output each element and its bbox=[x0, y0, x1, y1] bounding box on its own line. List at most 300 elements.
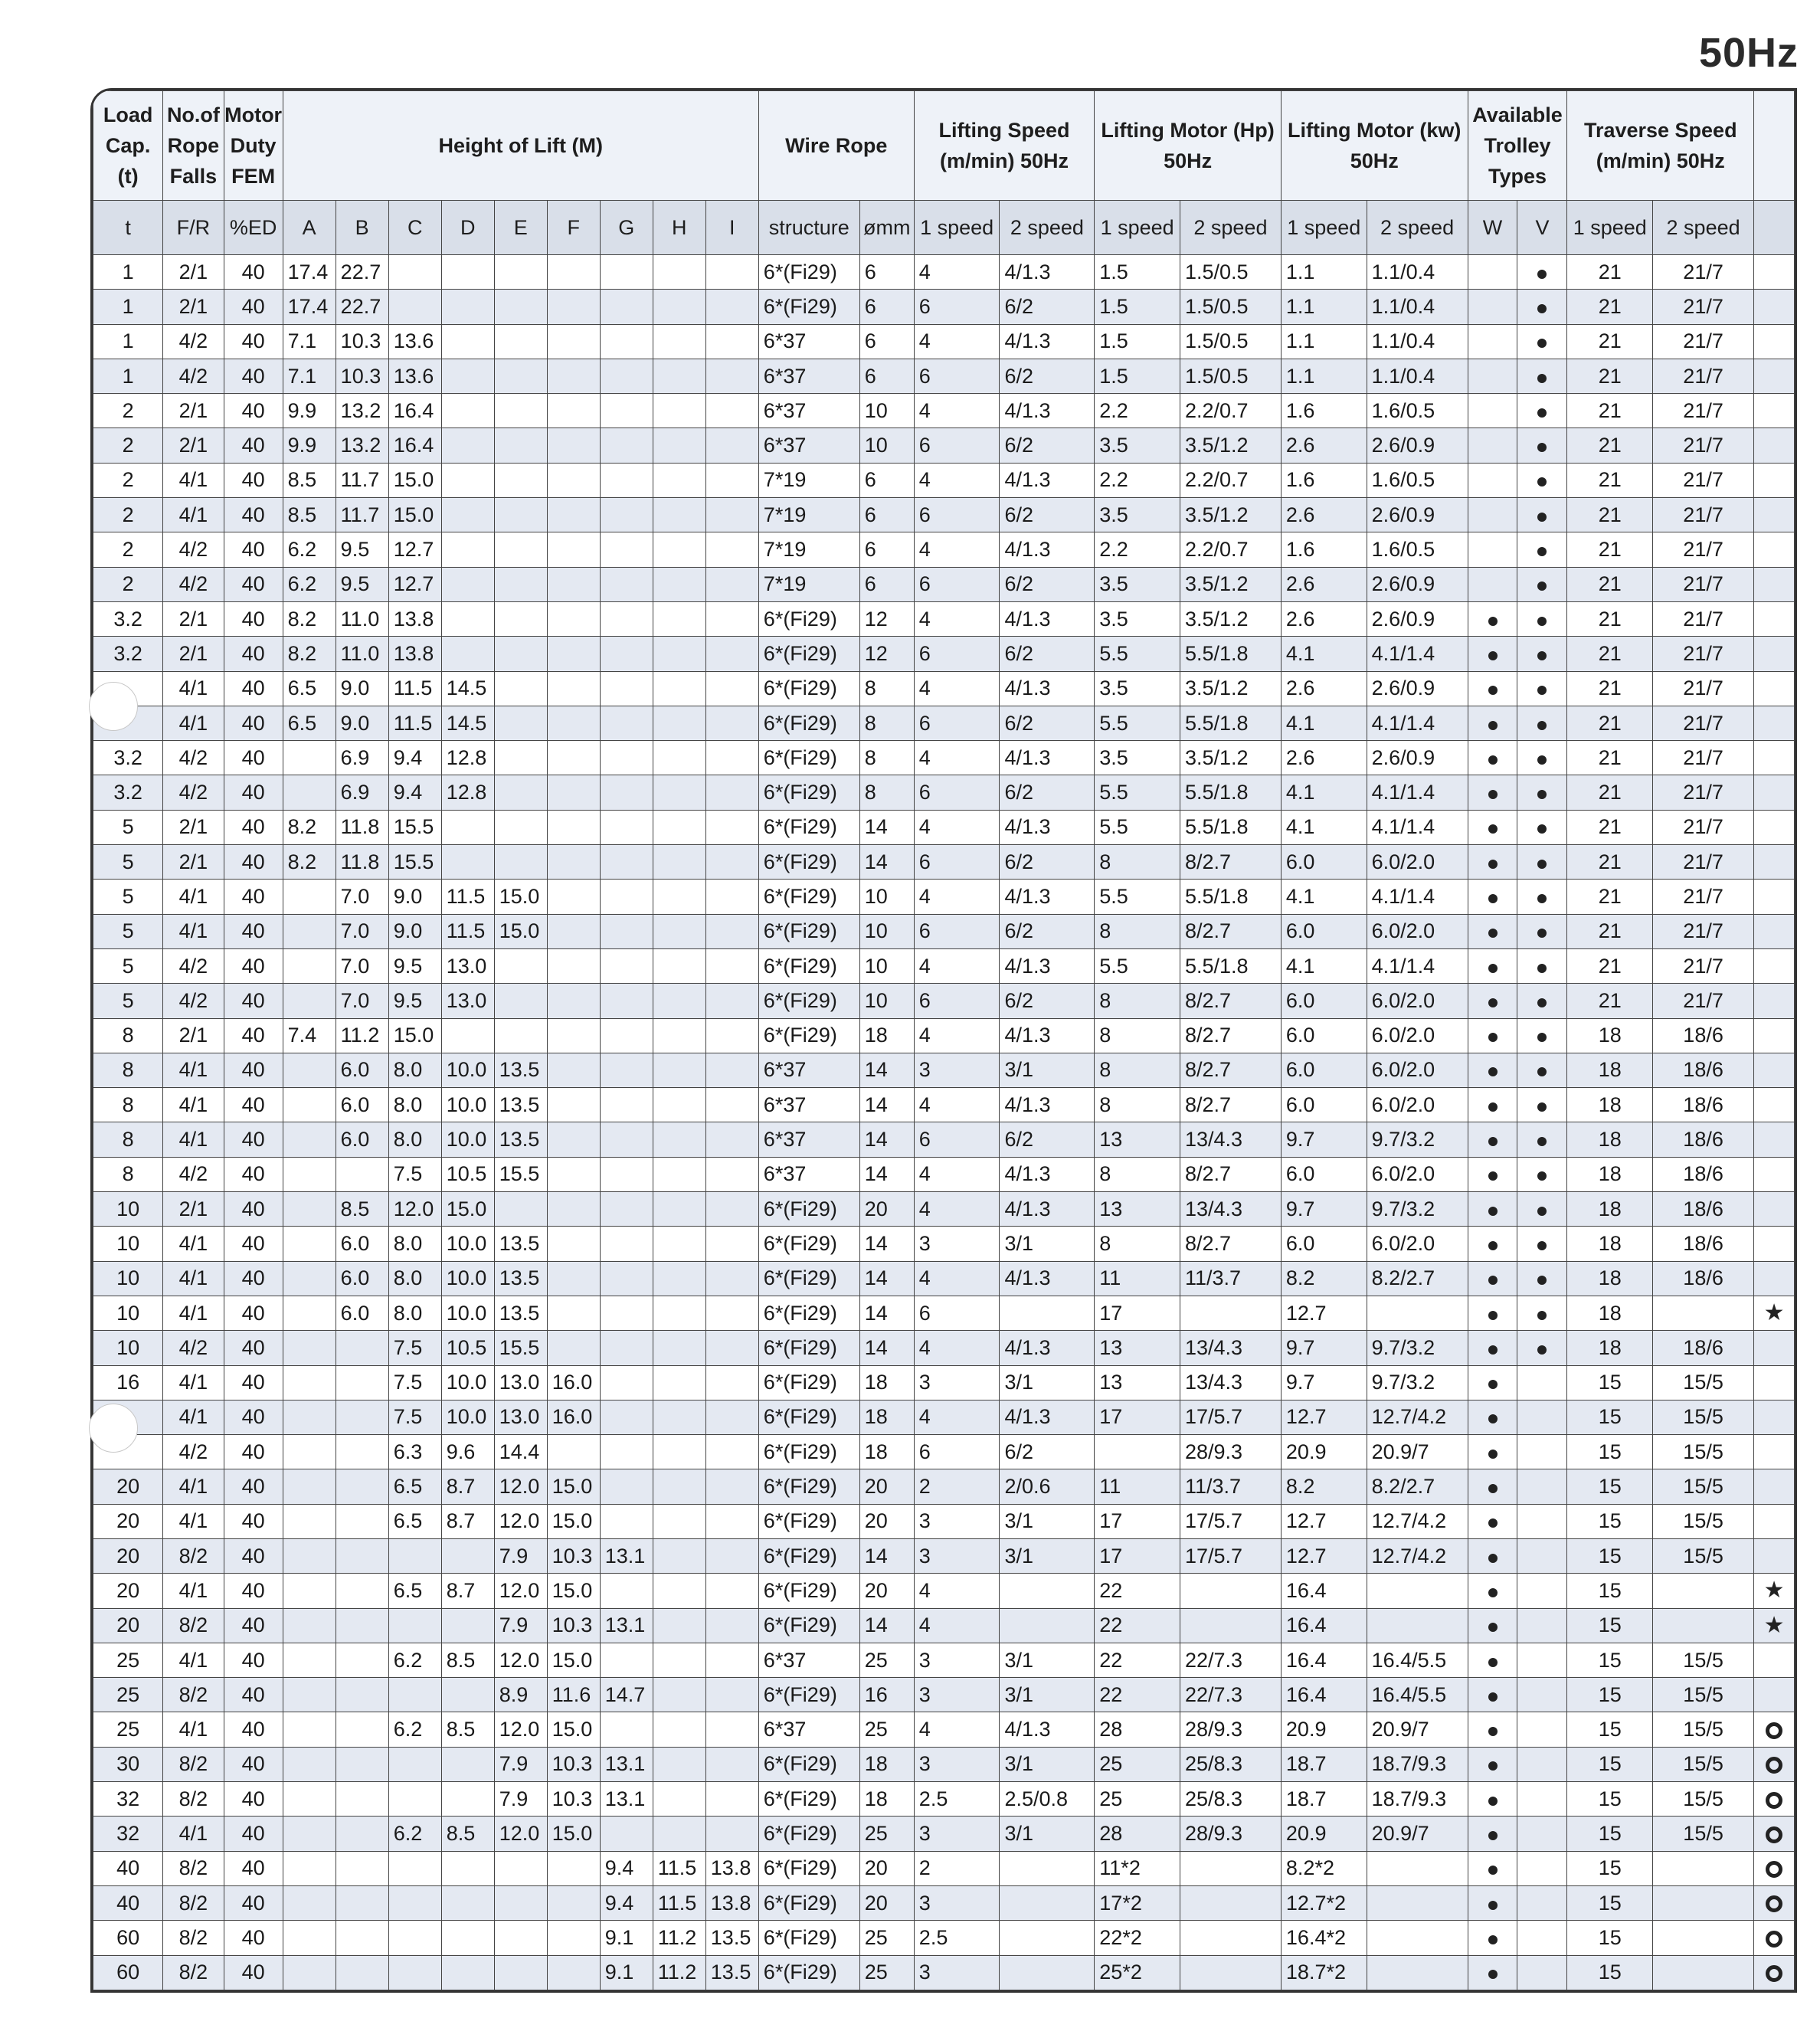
table-cell bbox=[600, 1192, 653, 1227]
table-cell: 6.0 bbox=[1281, 845, 1367, 880]
table-cell: 40 bbox=[224, 1122, 283, 1157]
table-cell bbox=[547, 601, 600, 636]
table-cell: 3/1 bbox=[1000, 1817, 1095, 1851]
table-cell: 6/2 bbox=[1000, 428, 1095, 463]
trolley-available-dot-icon bbox=[1468, 810, 1517, 844]
table-cell: 40 bbox=[224, 1538, 283, 1573]
table-cell: 2.6/0.9 bbox=[1367, 741, 1468, 775]
table-cell: 25 bbox=[859, 1817, 914, 1851]
table-cell: 12.0 bbox=[494, 1469, 547, 1504]
table-cell bbox=[705, 324, 758, 359]
table-cell: 40 bbox=[224, 741, 283, 775]
table-cell bbox=[1180, 1608, 1281, 1643]
table-cell bbox=[600, 775, 653, 810]
table-cell bbox=[388, 1885, 441, 1920]
table-cell bbox=[494, 810, 547, 844]
table-cell bbox=[653, 1365, 705, 1400]
table-cell bbox=[653, 845, 705, 880]
table-cell bbox=[600, 359, 653, 393]
table-row bbox=[93, 948, 1795, 983]
header-wire-rope: Wire Rope bbox=[758, 91, 914, 201]
table-cell: 10 bbox=[859, 394, 914, 428]
table-cell: 4/1.3 bbox=[1000, 1018, 1095, 1053]
table-cell: 40 bbox=[224, 463, 283, 497]
table-cell: 15/5 bbox=[1653, 1538, 1754, 1573]
table-cell bbox=[283, 1053, 336, 1087]
table-cell: 8 bbox=[1095, 1157, 1180, 1191]
table-cell: 4.1/1.4 bbox=[1367, 706, 1468, 740]
table-cell: 4.1 bbox=[1281, 637, 1367, 671]
trolley-available-dot-icon bbox=[1517, 567, 1567, 601]
table-cell: 25 bbox=[93, 1643, 163, 1677]
table-cell bbox=[1180, 1574, 1281, 1608]
table-cell bbox=[1754, 567, 1795, 601]
table-cell: 6*(Fi29) bbox=[758, 1678, 859, 1712]
table-cell bbox=[283, 1400, 336, 1434]
table-cell: 5 bbox=[93, 810, 163, 844]
table-cell bbox=[600, 1296, 653, 1330]
table-cell: 2 bbox=[93, 532, 163, 567]
table-cell: 6/2 bbox=[1000, 775, 1095, 810]
header-motor-duty: Motor Duty FEM bbox=[224, 91, 283, 201]
table-cell: 15.5 bbox=[494, 1157, 547, 1191]
hoist-specification-table bbox=[93, 90, 1795, 1990]
table-cell bbox=[705, 741, 758, 775]
table-cell bbox=[1754, 775, 1795, 810]
table-cell: 21/7 bbox=[1653, 914, 1754, 948]
table-cell bbox=[283, 1782, 336, 1817]
table-cell bbox=[653, 1192, 705, 1227]
table-cell: 5.5/1.8 bbox=[1180, 637, 1281, 671]
table-cell: 6*(Fi29) bbox=[758, 810, 859, 844]
table-cell: 6*(Fi29) bbox=[758, 1365, 859, 1400]
table-cell bbox=[283, 1157, 336, 1191]
table-cell bbox=[1180, 1885, 1281, 1920]
table-cell bbox=[653, 601, 705, 636]
table-cell bbox=[336, 1678, 388, 1712]
table-cell: 6*(Fi29) bbox=[758, 1261, 859, 1296]
table-cell: 5 bbox=[93, 880, 163, 914]
table-cell bbox=[336, 1608, 388, 1643]
table-cell bbox=[1468, 498, 1517, 532]
table-cell bbox=[494, 1018, 547, 1053]
table-cell bbox=[441, 1678, 494, 1712]
table-cell bbox=[1517, 1678, 1567, 1712]
table-cell: 12.7 bbox=[1281, 1538, 1367, 1573]
table-cell: 6 bbox=[859, 324, 914, 359]
table-cell: 4 bbox=[914, 1574, 1000, 1608]
table-cell: 6.0 bbox=[336, 1227, 388, 1261]
table-cell: 6*(Fi29) bbox=[758, 290, 859, 324]
table-cell: 3 bbox=[914, 1885, 1000, 1920]
table-cell: 4/2 bbox=[163, 948, 224, 983]
table-cell: 40 bbox=[224, 845, 283, 880]
table-cell: 16.4 bbox=[1281, 1643, 1367, 1677]
table-cell: 4/1 bbox=[163, 671, 224, 706]
table-cell: 8.2 bbox=[1281, 1469, 1367, 1504]
table-cell: 8.0 bbox=[388, 1053, 441, 1087]
table-cell: 2.6/0.9 bbox=[1367, 601, 1468, 636]
table-cell bbox=[600, 394, 653, 428]
table-cell bbox=[600, 1227, 653, 1261]
trolley-available-dot-icon bbox=[1468, 1331, 1517, 1365]
table-cell: 10.0 bbox=[441, 1261, 494, 1296]
subheader-cell: 1 speed bbox=[1095, 201, 1180, 255]
table-cell: 6*(Fi29) bbox=[758, 1296, 859, 1330]
table-cell: 6 bbox=[914, 498, 1000, 532]
table-cell: 6*(Fi29) bbox=[758, 914, 859, 948]
table-cell: 8/2 bbox=[163, 1955, 224, 1990]
table-cell: 8.0 bbox=[388, 1227, 441, 1261]
table-row bbox=[93, 1331, 1795, 1365]
table-cell: 6.2 bbox=[283, 532, 336, 567]
table-cell bbox=[1180, 1921, 1281, 1955]
table-cell: 8.5 bbox=[441, 1643, 494, 1677]
table-cell: 4 bbox=[914, 1712, 1000, 1747]
table-cell: 1.5/0.5 bbox=[1180, 324, 1281, 359]
trolley-available-dot-icon bbox=[1517, 463, 1567, 497]
trolley-available-dot-icon bbox=[1468, 671, 1517, 706]
table-cell: 18/6 bbox=[1653, 1157, 1754, 1191]
table-cell: 11.7 bbox=[336, 463, 388, 497]
table-cell bbox=[547, 637, 600, 671]
table-cell: 15.0 bbox=[547, 1643, 600, 1677]
subheader-cell bbox=[1754, 201, 1795, 255]
table-cell: 8/2.7 bbox=[1180, 1157, 1281, 1191]
subheader-cell: t bbox=[93, 201, 163, 255]
table-cell bbox=[494, 601, 547, 636]
table-cell bbox=[494, 532, 547, 567]
table-cell: 21/7 bbox=[1653, 359, 1754, 393]
table-cell: 15 bbox=[1567, 1885, 1653, 1920]
table-cell: 8 bbox=[859, 671, 914, 706]
table-cell: 8/2 bbox=[163, 1851, 224, 1885]
table-cell: 20.9/7 bbox=[1367, 1435, 1468, 1469]
table-cell bbox=[1754, 671, 1795, 706]
table-cell bbox=[441, 255, 494, 290]
table-cell: 6.0/2.0 bbox=[1367, 845, 1468, 880]
table-cell: 4/1.3 bbox=[1000, 880, 1095, 914]
table-cell: 7.9 bbox=[494, 1782, 547, 1817]
table-cell bbox=[653, 1469, 705, 1504]
table-cell: 7.0 bbox=[336, 880, 388, 914]
table-cell: 18 bbox=[1567, 1296, 1653, 1330]
table-cell: 21/7 bbox=[1653, 948, 1754, 983]
table-cell bbox=[1367, 1955, 1468, 1990]
table-cell: 3 bbox=[914, 1538, 1000, 1573]
table-cell: 40 bbox=[224, 1574, 283, 1608]
table-cell: 21/7 bbox=[1653, 984, 1754, 1018]
table-cell bbox=[1754, 1400, 1795, 1434]
star-icon: ★ bbox=[1754, 1574, 1795, 1608]
table-cell: 6*(Fi29) bbox=[758, 671, 859, 706]
trolley-available-dot-icon bbox=[1517, 637, 1567, 671]
subheader-cell: F bbox=[547, 201, 600, 255]
table-cell bbox=[1517, 1574, 1567, 1608]
table-cell: 10.0 bbox=[441, 1053, 494, 1087]
table-cell: 4/1.3 bbox=[1000, 324, 1095, 359]
table-cell: 6.5 bbox=[388, 1574, 441, 1608]
table-cell bbox=[653, 1782, 705, 1817]
star-icon: ★ bbox=[1754, 1296, 1795, 1330]
trolley-available-dot-icon bbox=[1517, 255, 1567, 290]
table-cell: 6*(Fi29) bbox=[758, 1227, 859, 1261]
table-cell: 13/4.3 bbox=[1180, 1122, 1281, 1157]
table-cell: 40 bbox=[224, 359, 283, 393]
table-cell: 40 bbox=[224, 290, 283, 324]
table-cell: 2 bbox=[914, 1851, 1000, 1885]
table-cell: 4 bbox=[914, 1608, 1000, 1643]
table-cell bbox=[1754, 498, 1795, 532]
table-cell bbox=[283, 1088, 336, 1122]
table-cell: 28 bbox=[1095, 1712, 1180, 1747]
table-cell: 22 bbox=[1095, 1574, 1180, 1608]
table-row bbox=[93, 532, 1795, 567]
table-cell: 5 bbox=[93, 914, 163, 948]
trolley-available-dot-icon bbox=[1517, 671, 1567, 706]
ring-icon bbox=[1754, 1921, 1795, 1955]
table-cell bbox=[600, 1469, 653, 1504]
table-cell: 16 bbox=[859, 1678, 914, 1712]
table-cell: 6*(Fi29) bbox=[758, 1885, 859, 1920]
table-cell: 15/5 bbox=[1653, 1435, 1754, 1469]
table-cell: 18 bbox=[1567, 1227, 1653, 1261]
table-cell: 14 bbox=[859, 1053, 914, 1087]
table-cell bbox=[283, 1921, 336, 1955]
ring-icon bbox=[1754, 1851, 1795, 1885]
table-cell: 18 bbox=[1567, 1192, 1653, 1227]
table-cell bbox=[600, 1574, 653, 1608]
header-height-of-lift: Height of Lift (M) bbox=[283, 91, 758, 201]
table-cell: 40 bbox=[224, 1088, 283, 1122]
table-cell: 40 bbox=[224, 1227, 283, 1261]
table-cell bbox=[705, 914, 758, 948]
table-cell bbox=[653, 255, 705, 290]
table-cell: 6*(Fi29) bbox=[758, 1817, 859, 1851]
table-cell: 17 bbox=[1095, 1504, 1180, 1538]
table-cell: 6*(Fi29) bbox=[758, 741, 859, 775]
table-cell bbox=[1468, 394, 1517, 428]
table-cell: 6.0 bbox=[1281, 1088, 1367, 1122]
table-row bbox=[93, 1365, 1795, 1400]
table-cell: 10.0 bbox=[441, 1122, 494, 1157]
table-row bbox=[93, 255, 1795, 290]
table-cell bbox=[1754, 290, 1795, 324]
table-cell bbox=[441, 1955, 494, 1990]
table-cell: 14 bbox=[859, 845, 914, 880]
table-cell bbox=[494, 394, 547, 428]
table-cell bbox=[494, 463, 547, 497]
table-cell: 13.6 bbox=[388, 359, 441, 393]
table-cell bbox=[547, 1227, 600, 1261]
table-cell bbox=[1754, 1643, 1795, 1677]
table-cell: 22 bbox=[1095, 1678, 1180, 1712]
trolley-available-dot-icon bbox=[1468, 914, 1517, 948]
table-cell: 2.6 bbox=[1281, 498, 1367, 532]
table-cell bbox=[1517, 1782, 1567, 1817]
table-cell: 7.0 bbox=[336, 914, 388, 948]
table-cell: 40 bbox=[224, 1885, 283, 1920]
table-cell bbox=[600, 1122, 653, 1157]
table-cell: 3.5 bbox=[1095, 671, 1180, 706]
table-cell: 4/1.3 bbox=[1000, 1400, 1095, 1434]
table-cell: 3.5/1.2 bbox=[1180, 671, 1281, 706]
subheader-cell: %ED bbox=[224, 201, 283, 255]
table-cell: 40 bbox=[224, 1782, 283, 1817]
table-row bbox=[93, 1088, 1795, 1122]
table-cell bbox=[600, 255, 653, 290]
table-cell: 1.5/0.5 bbox=[1180, 255, 1281, 290]
table-cell bbox=[494, 1921, 547, 1955]
table-cell: 28/9.3 bbox=[1180, 1712, 1281, 1747]
table-cell: 15/5 bbox=[1653, 1504, 1754, 1538]
table-cell bbox=[600, 706, 653, 740]
table-cell: 8 bbox=[1095, 1053, 1180, 1087]
table-cell bbox=[1180, 1955, 1281, 1990]
table-cell: 3 bbox=[914, 1504, 1000, 1538]
table-cell: 3.5 bbox=[1095, 741, 1180, 775]
table-cell: 21 bbox=[1567, 359, 1653, 393]
table-cell: 20 bbox=[859, 1574, 914, 1608]
table-cell: 3/1 bbox=[1000, 1053, 1095, 1087]
table-cell: 12.8 bbox=[441, 775, 494, 810]
table-cell bbox=[336, 1157, 388, 1191]
table-cell: 12.7 bbox=[388, 532, 441, 567]
table-cell: 21 bbox=[1567, 914, 1653, 948]
table-cell: 15 bbox=[1567, 1608, 1653, 1643]
table-cell: 18 bbox=[859, 1365, 914, 1400]
table-cell: 12.7/4.2 bbox=[1367, 1504, 1468, 1538]
table-cell: 20 bbox=[859, 1885, 914, 1920]
table-cell: 6*37 bbox=[758, 1088, 859, 1122]
trolley-available-dot-icon bbox=[1468, 741, 1517, 775]
table-cell: 12.7 bbox=[1281, 1296, 1367, 1330]
table-cell: 4/1.3 bbox=[1000, 810, 1095, 844]
table-cell: 6*37 bbox=[758, 1157, 859, 1191]
table-cell: 15/5 bbox=[1653, 1643, 1754, 1677]
table-cell: 6/2 bbox=[1000, 845, 1095, 880]
table-cell: 8 bbox=[1095, 1227, 1180, 1261]
trolley-available-dot-icon bbox=[1468, 1747, 1517, 1781]
table-cell: 6/2 bbox=[1000, 706, 1095, 740]
table-cell: 12.0 bbox=[494, 1574, 547, 1608]
trolley-available-dot-icon bbox=[1517, 1192, 1567, 1227]
trolley-available-dot-icon bbox=[1468, 1782, 1517, 1817]
table-cell: 4/1.3 bbox=[1000, 1088, 1095, 1122]
table-cell: 40 bbox=[224, 428, 283, 463]
table-cell: 9.9 bbox=[283, 428, 336, 463]
header-lifting-motor-kw: Lifting Motor (kw) 50Hz bbox=[1281, 91, 1468, 201]
table-cell: 40 bbox=[224, 601, 283, 636]
table-cell: 7.9 bbox=[494, 1538, 547, 1573]
table-cell: 9.5 bbox=[336, 567, 388, 601]
table-cell: 40 bbox=[224, 255, 283, 290]
table-cell bbox=[547, 1851, 600, 1885]
table-cell: 3 bbox=[914, 1955, 1000, 1990]
table-cell bbox=[283, 914, 336, 948]
table-cell: 6 bbox=[914, 775, 1000, 810]
trolley-available-dot-icon bbox=[1517, 984, 1567, 1018]
table-cell bbox=[547, 1435, 600, 1469]
table-row bbox=[93, 359, 1795, 393]
table-cell: 6.0 bbox=[1281, 1157, 1367, 1191]
table-cell: 11.5 bbox=[388, 706, 441, 740]
table-cell: 8/2 bbox=[163, 1747, 224, 1781]
table-cell: 28/9.3 bbox=[1180, 1435, 1281, 1469]
table-cell: 12 bbox=[859, 637, 914, 671]
table-cell: 6.9 bbox=[336, 775, 388, 810]
table-row bbox=[93, 845, 1795, 880]
table-cell: 18/6 bbox=[1653, 1088, 1754, 1122]
table-cell: 4 bbox=[914, 810, 1000, 844]
table-row bbox=[93, 1227, 1795, 1261]
table-cell: 4/1.3 bbox=[1000, 1261, 1095, 1296]
table-cell bbox=[1367, 1921, 1468, 1955]
table-cell: 4 bbox=[914, 255, 1000, 290]
table-cell bbox=[600, 428, 653, 463]
table-cell bbox=[600, 741, 653, 775]
table-cell bbox=[547, 1122, 600, 1157]
table-cell bbox=[653, 567, 705, 601]
table-cell: 15 bbox=[1567, 1678, 1653, 1712]
subheader-cell: 2 speed bbox=[1180, 201, 1281, 255]
table-row bbox=[93, 1782, 1795, 1817]
table-cell: 3 bbox=[914, 1817, 1000, 1851]
table-cell: 11.5 bbox=[441, 880, 494, 914]
table-cell bbox=[705, 1053, 758, 1087]
subheader-cell: B bbox=[336, 201, 388, 255]
table-cell: 15 bbox=[1567, 1504, 1653, 1538]
table-cell: 10 bbox=[93, 1331, 163, 1365]
table-row bbox=[93, 1747, 1795, 1781]
table-cell: 12.7/4.2 bbox=[1367, 1400, 1468, 1434]
table-row bbox=[93, 498, 1795, 532]
table-cell: 6.0/2.0 bbox=[1367, 1088, 1468, 1122]
table-cell: 5.5 bbox=[1095, 948, 1180, 983]
table-cell: 20 bbox=[859, 1504, 914, 1538]
table-cell: 9.4 bbox=[600, 1851, 653, 1885]
table-cell: 2/1 bbox=[163, 1192, 224, 1227]
table-cell: 6*(Fi29) bbox=[758, 255, 859, 290]
table-cell: 8.2 bbox=[283, 810, 336, 844]
trolley-available-dot-icon bbox=[1517, 706, 1567, 740]
table-cell bbox=[283, 1469, 336, 1504]
table-cell bbox=[653, 637, 705, 671]
trolley-available-dot-icon bbox=[1517, 1227, 1567, 1261]
table-row bbox=[93, 880, 1795, 914]
table-cell: 8.2 bbox=[283, 637, 336, 671]
trolley-available-dot-icon bbox=[1517, 1053, 1567, 1087]
table-cell bbox=[705, 1192, 758, 1227]
table-cell: 40 bbox=[224, 1157, 283, 1191]
table-cell bbox=[705, 1435, 758, 1469]
table-cell: 15.0 bbox=[388, 1018, 441, 1053]
table-cell: 20.9 bbox=[1281, 1435, 1367, 1469]
table-cell: 7*19 bbox=[758, 532, 859, 567]
table-cell: 6.0 bbox=[1281, 1227, 1367, 1261]
table-cell: 40 bbox=[224, 914, 283, 948]
table-cell bbox=[494, 741, 547, 775]
table-cell: 20 bbox=[93, 1504, 163, 1538]
trolley-available-dot-icon bbox=[1517, 1296, 1567, 1330]
table-cell bbox=[653, 428, 705, 463]
table-cell: 15.5 bbox=[388, 845, 441, 880]
table-cell: 8 bbox=[93, 1053, 163, 1087]
table-cell bbox=[1754, 394, 1795, 428]
table-cell: 15.0 bbox=[388, 498, 441, 532]
table-cell: 60 bbox=[93, 1955, 163, 1990]
table-cell bbox=[705, 1574, 758, 1608]
